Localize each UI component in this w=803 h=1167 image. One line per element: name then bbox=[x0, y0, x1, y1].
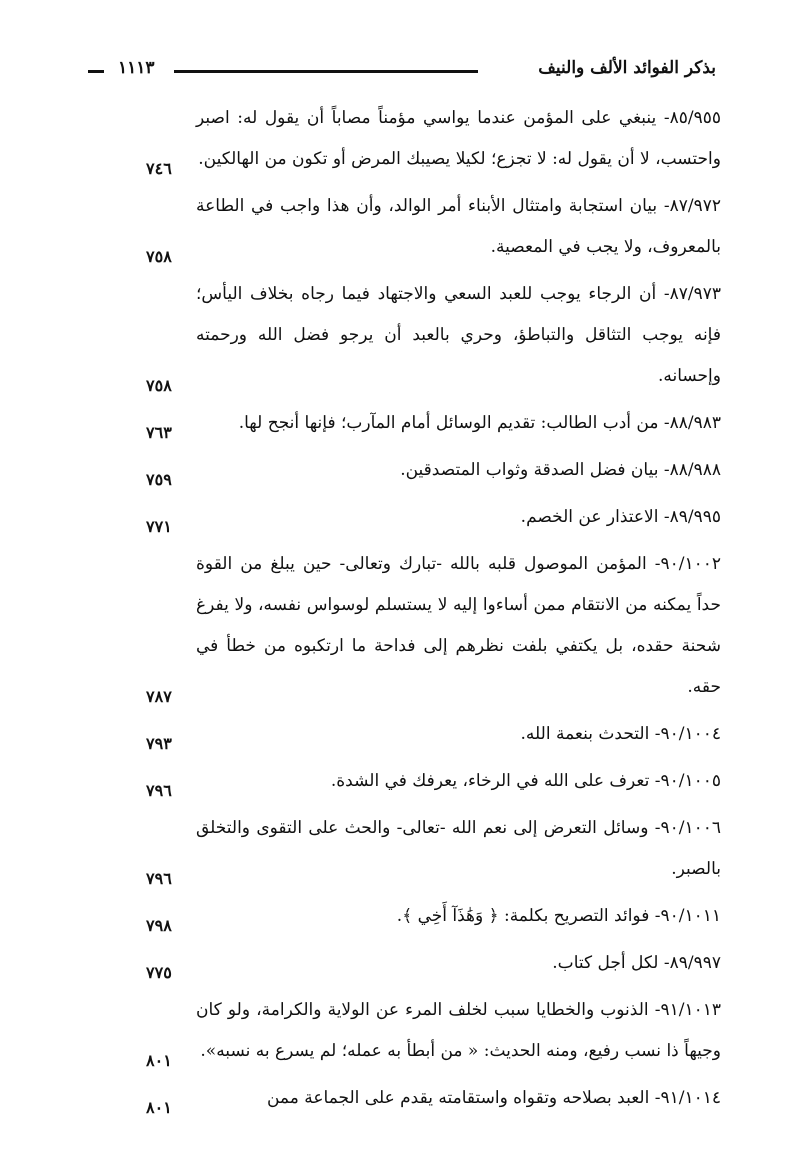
entry-page-reference: ٧٧٥ bbox=[146, 963, 172, 982]
entry-page-reference: ٧٩٦ bbox=[146, 781, 172, 800]
entry-text: ٩٠/١٠١١- فوائد التصريح بكلمة: ﴿ وَهَٰذَآ أَخِي ﴾. bbox=[396, 906, 721, 926]
index-entry bbox=[0, 896, 803, 937]
entry-text: ٨٥/٩٥٥- ينبغي على المؤمن عندما يواسي مؤمناً مصاباً أن يقول له: اصبر واحتسب، لا أن يقول له: لا تجزع؛ لكيلا يصيبك المرض أو تكون من الهالكين. bbox=[196, 108, 721, 169]
index-entry bbox=[0, 761, 803, 802]
entry-text: ٩٠/١٠٠٦- وسائل التعرض إلى نعم الله -تعالى- والحث على التقوى والتخلق بالصبر. bbox=[196, 818, 721, 879]
header-title: بذكر الفوائد الألف والنيف bbox=[538, 58, 716, 78]
entry-page-reference: ٧٧١ bbox=[146, 517, 172, 536]
running-header bbox=[88, 58, 716, 88]
entry-page-reference: ٨٠١ bbox=[146, 1098, 172, 1117]
entry-page-reference: ٨٠١ bbox=[146, 1051, 172, 1070]
entry-text: ٩٠/١٠٠٢- المؤمن الموصول قلبه بالله -تبارك وتعالى- حين يبلغ من القوة حداً يمكنه من الانتقام ممن أساءوا إليه لا يستسلم لوسواس نفسه، ولا يفرغ شحنة حقده، بل يكتفي بلفت نظرهم إلى فداحة ما ارتكبوه من خطأ في حقه. bbox=[196, 554, 721, 697]
entry-page-reference: ٧٩٨ bbox=[146, 916, 172, 935]
entry-text: ٨٩/٩٩٥- الاعتذار عن الخصم. bbox=[520, 507, 721, 527]
entry-page-reference: ٧٦٣ bbox=[146, 423, 172, 442]
index-entry bbox=[0, 450, 803, 491]
index-entry bbox=[0, 274, 803, 397]
index-entry bbox=[0, 497, 803, 538]
entry-page-reference: ٧٩٣ bbox=[146, 734, 172, 753]
index-entry bbox=[0, 544, 803, 708]
index-entry bbox=[0, 808, 803, 890]
entry-text: ٨٨/٩٨٨- بيان فضل الصدقة وثواب المتصدقين. bbox=[400, 460, 721, 480]
entry-text: ٩١/١٠١٣- الذنوب والخطايا سبب لخلف المرء عن الولاية والكرامة، ولو كان وجيهاً ذا نسب رفيع، ومنه الحديث: « من أبطأ به عمله؛ لم يسرع به نسبه». bbox=[196, 1000, 721, 1061]
entry-page-reference: ٧٥٩ bbox=[146, 470, 172, 489]
entry-page-reference: ٧٩٦ bbox=[146, 869, 172, 888]
index-entry bbox=[0, 943, 803, 984]
entry-page-reference: ٧٤٦ bbox=[146, 159, 172, 178]
entry-page-reference: ٧٥٨ bbox=[146, 376, 172, 395]
entry-text: ٩٠/١٠٠٥- تعرف على الله في الرخاء، يعرفك في الشدة. bbox=[330, 771, 721, 791]
index-entry bbox=[0, 1078, 803, 1119]
entry-page-reference: ٧٥٨ bbox=[146, 247, 172, 266]
entry-text: ٨٧/٩٧٢- بيان استجابة وامتثال الأبناء أمر الوالد، وأن هذا واجب في الطاعة بالمعروف، ولا يجب في المعصية. bbox=[196, 196, 721, 257]
index-entry bbox=[0, 98, 803, 180]
entry-text: ٨٨/٩٨٣- من أدب الطالب: تقديم الوسائل أمام المآرب؛ فإنها أنجح لها. bbox=[238, 413, 721, 433]
index-entry bbox=[0, 714, 803, 755]
header-page-number: ١١١٣ bbox=[118, 58, 155, 78]
entry-text: ٩٠/١٠٠٤- التحدث بنعمة الله. bbox=[520, 724, 721, 744]
entry-text: ٩١/١٠١٤- العبد بصلاحه وتقواه واستقامته يقدم على الجماعة ممن bbox=[266, 1088, 721, 1108]
header-dash bbox=[88, 70, 104, 73]
index-entries bbox=[0, 98, 803, 1125]
entry-text: ٨٧/٩٧٣- أن الرجاء يوجب للعبد السعي والاجتهاد فيما رجاه بخلاف اليأس؛ فإنه يوجب التثاقل والتباطؤ، وحري بالعبد أن يرجو فضل الله ورحمته وإحسانه. bbox=[196, 284, 721, 386]
header-rule bbox=[174, 70, 478, 73]
entry-page-reference: ٧٨٧ bbox=[146, 687, 172, 706]
index-entry bbox=[0, 990, 803, 1072]
entry-text: ٨٩/٩٩٧- لكل أجل كتاب. bbox=[552, 953, 721, 973]
index-entry bbox=[0, 403, 803, 444]
index-entry bbox=[0, 186, 803, 268]
